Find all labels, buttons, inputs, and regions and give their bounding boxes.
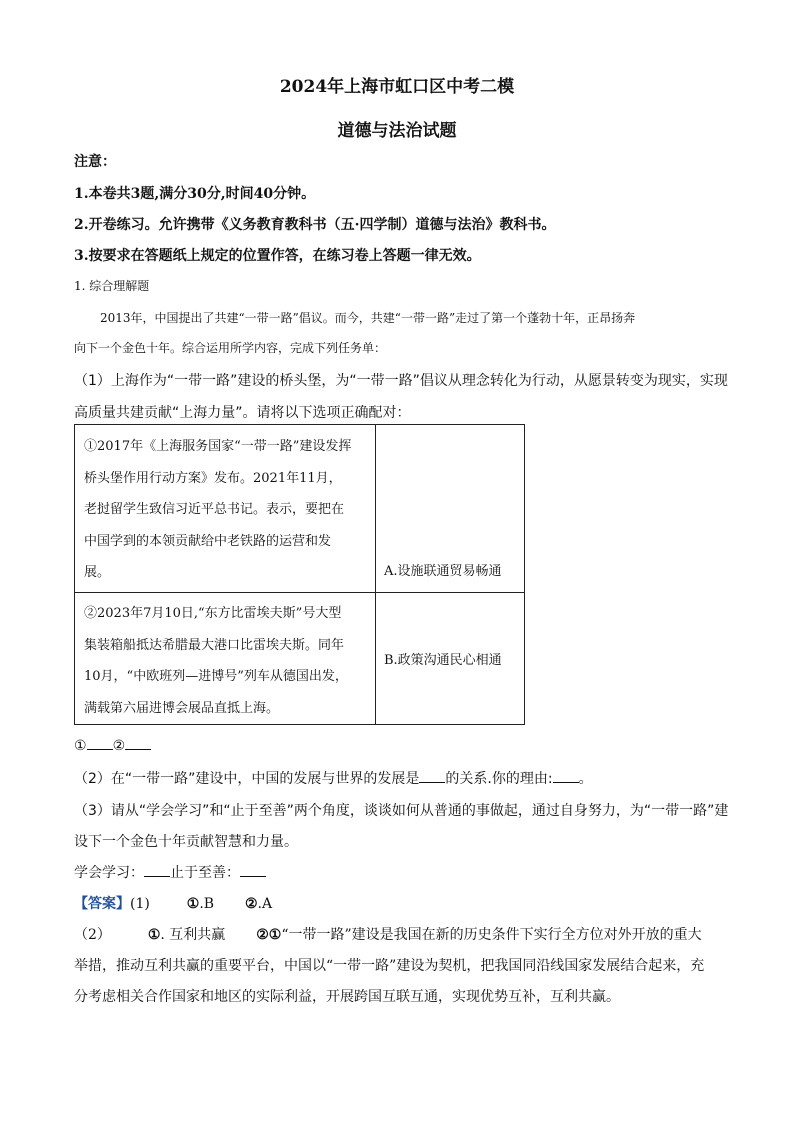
excellence-label: 止于至善：	[170, 865, 240, 881]
answer-part2-b-num: ②	[256, 927, 269, 943]
answer-line-3: 举措，推动互利共赢的重要平台，中国以“一带一路”建设为契机，把我国同沿线国家发展结合起来，充	[74, 958, 705, 974]
table-cell-line: 10月，“中欧班列—进博号”列车从德国出发，	[84, 669, 348, 684]
table-cell-line: ②2023年7月10日,“东方比雷埃夫斯”号大型	[84, 606, 342, 621]
match-label-1: ①	[74, 738, 87, 754]
table-cell-left-1	[84, 431, 369, 589]
answer-part2-b-subnum: ①	[268, 927, 282, 943]
page-title: 2024年上海市虹口区中考二模	[279, 77, 515, 97]
answer-part2-a-num: ①	[147, 927, 161, 943]
answer-part1-b: .A	[257, 896, 273, 912]
answer-part1-a: .B	[199, 896, 215, 912]
question-1-line-1: （1）上海作为“一带一路”建设的桥头堡，为“一带一路”倡议从理念转化为行动，从愿景转变为现实，实现	[74, 373, 728, 389]
match-blank-1[interactable]	[87, 737, 113, 750]
match-answer-line	[74, 737, 151, 754]
table-cell-line: 展。	[84, 565, 111, 580]
answer-tag: 【答案】	[74, 896, 130, 912]
table-cell-right-1: A.设施联通贸易畅通	[384, 564, 502, 579]
table-cell-line: 中国学到的本领贡献给中老铁路的运营和发	[84, 533, 332, 549]
table-cell-line: ①2017年《上海服务国家“一带一路”建设发挥	[84, 439, 352, 454]
question-2-blank-2[interactable]	[553, 770, 579, 783]
table-cell-left-2	[84, 598, 369, 724]
question-1-line-2: 高质量共建贡献“上海力量”。请将以下选项正确配对：	[74, 405, 411, 421]
table-divider-vertical	[375, 425, 376, 724]
answer-part1-a-num: ①	[186, 896, 200, 912]
notice-item-3: 3.按要求在答题纸上规定的位置作答，在练习卷上答题一律无效。	[74, 248, 481, 264]
answer-part1-b-num: ②	[244, 896, 258, 912]
question-3-line-2: 设下一个金色十年贡献智慧和力量。	[74, 834, 298, 850]
answer-line-2	[74, 924, 702, 944]
excellence-blank[interactable]	[240, 864, 266, 877]
question-2	[74, 768, 593, 788]
page-subtitle: 道德与法治试题	[337, 121, 457, 141]
table-cell-line: 满载第六届进博会展品直抵上海。	[84, 700, 280, 716]
question-3-answer-line	[74, 862, 266, 882]
learn-blank[interactable]	[144, 864, 170, 877]
matching-table	[74, 424, 525, 725]
table-cell-right-2: B.政策沟通民心相通	[384, 653, 502, 668]
answer-part2-a: . 互利共赢	[160, 927, 226, 943]
table-cell-line: 集装箱船抵达希腊最大港口比雷埃夫斯。同年	[84, 637, 345, 653]
learn-label: 学会学习：	[74, 865, 144, 881]
notice-item-1: 1.本卷共3题,满分30分,时间40分钟。	[74, 186, 316, 202]
notice-item-2: 2.开卷练习。允许携带《义务教育教科书（五·四学制）道德与法治》教科书。	[74, 217, 556, 233]
table-cell-line: 桥头堡作用行动方案》发布。2021年11月，	[84, 470, 342, 486]
answer-line-1	[74, 893, 272, 913]
answer-part2-prefix: （2）	[74, 927, 111, 943]
question-2-text-c: 。	[578, 771, 593, 787]
question-2-text-b: 的关系.你的理由:	[445, 771, 553, 787]
match-label-2: ②	[112, 738, 126, 754]
answer-line-4: 分考虑相关合作国家和地区的实际利益，开展跨国互联互通，实现优势互补，互利共赢。	[74, 989, 620, 1005]
answer-part2-text: “一带一路”建设是我国在新的历史条件下实行全方位对外开放的重大	[281, 927, 702, 943]
notice-heading: 注意：	[74, 154, 116, 170]
table-divider-horizontal	[75, 592, 524, 593]
answer-part1-prefix: (1)	[130, 896, 150, 912]
question-3-line-1: （3）请从“学会学习”和“止于至善”两个角度，谈谈如何从普通的事做起，通过自身努力，为“一带一路”建	[74, 803, 729, 819]
table-cell-line: 老挝留学生致信习近平总书记。表示，要把在	[84, 502, 345, 517]
question-2-blank-1[interactable]	[419, 770, 445, 783]
intro-line-1: 2013年，中国提出了共建“一带一路”倡议。而今，共建“一带一路”走过了第一个蓬勃十年，正昂扬奔	[100, 311, 636, 325]
question-2-text-a: （2）在“一带一路”建设中，中国的发展与世界的发展是	[74, 771, 420, 787]
match-blank-2[interactable]	[125, 737, 151, 750]
section-heading: 1. 综合理解题	[74, 279, 150, 293]
intro-line-2: 向下一个金色十年。综合运用所学内容，完成下列任务单：	[74, 341, 387, 355]
